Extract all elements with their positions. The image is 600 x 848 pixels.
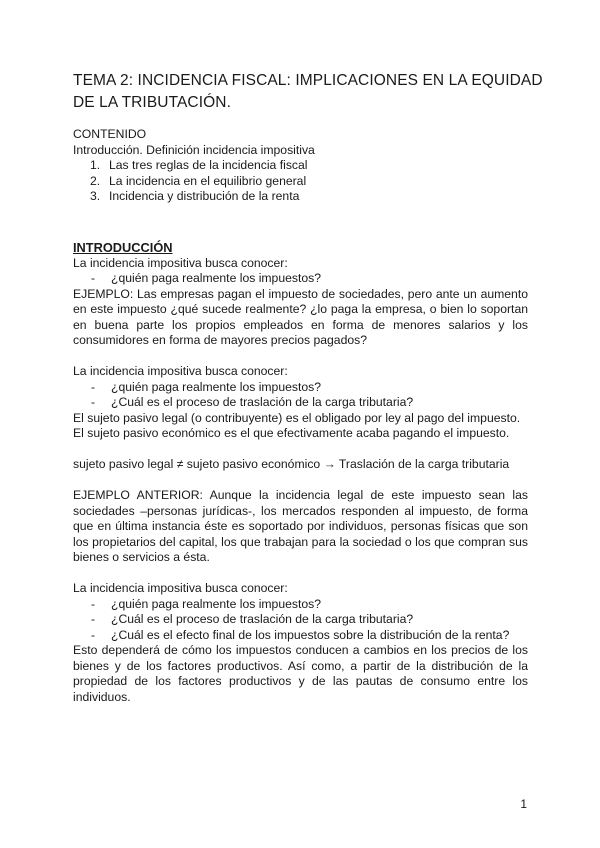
contents-heading: CONTENIDO [73,127,147,141]
document-title: TEMA 2: INCIDENCIA FISCAL: IMPLICACIONES EN LA EQUIDAD DE LA TRIBUTACIÓN. [73,72,543,111]
example-paragraph: EJEMPLO: Las empresas pagan el impuesto de sociedades, pero ante un aumento en este impuesto ¿qué sucede realmente? ¿lo paga la empresa, o bien lo soportan en buena parte los propios empleados en forma de menores salarios y los consumidores en forma de mayores precios pagados? [73,286,528,347]
previous-example-paragraph: EJEMPLO ANTERIOR: Aunque la incidencia legal de este impuesto sean las sociedades –personas jurídicas-, los mercados responden al impuesto, de forma que en última instancia éste es soportado por individuos, personas físicas que son los propietarios del capital, los que trabajan para la sociedad o los que compran sus bienes o servicios a ésta. [73,488,528,564]
block1-lead: La incidencia impositiva busca conocer: [73,255,288,270]
economic-definition: El sujeto pasivo económico es el que efectivamente acaba pagando el impuesto. [73,426,510,440]
block2-lead: La incidencia impositiva busca conocer: [73,364,288,378]
contents-intro: Introducción. Definición incidencia impositiva [73,142,315,157]
legal-definition: El sujeto pasivo legal (o contribuyente) es el obligado por ley al pago del impuesto. [73,410,521,425]
formula-line: sujeto pasivo legal ≠ sujeto pasivo económico → Traslación de la carga tributaria [73,457,510,471]
bullet-item: - ¿Cuál es el efecto final de los impuestos sobre la distribución de la renta? [91,627,510,642]
bullet-item: - ¿Cuál es el proceso de traslación de la carga tributaria? [91,395,414,409]
contents-item: 1. Las tres reglas de la incidencia fiscal [90,158,308,172]
contents-item: 3. Incidencia y distribución de la renta [90,189,300,203]
block3-lead: La incidencia impositiva busca conocer: [73,581,288,595]
bullet-item: - ¿quién paga realmente los impuestos? [91,596,322,611]
bullet-item: - ¿Cuál es el proceso de traslación de la carga tributaria? [91,612,414,626]
introduction-section [73,240,528,705]
section-heading: INTRODUCCIÓN [73,240,173,255]
page-number: 1 [520,797,527,811]
closing-paragraph: Esto dependerá de cómo los impuestos conducen a cambios en los precios de los bienes y de los factores productivos. Así como, a partir de la distribución de la propiedad de los factores productivos y de las pautas de consumo entre los individuos. [73,643,528,704]
bullet-item: - ¿quién paga realmente los impuestos? [91,271,322,285]
contents-item: 2. La incidencia en el equilibrio general [90,173,307,188]
table-of-contents [73,127,528,205]
bullet-item: - ¿quién paga realmente los impuestos? [91,379,322,394]
